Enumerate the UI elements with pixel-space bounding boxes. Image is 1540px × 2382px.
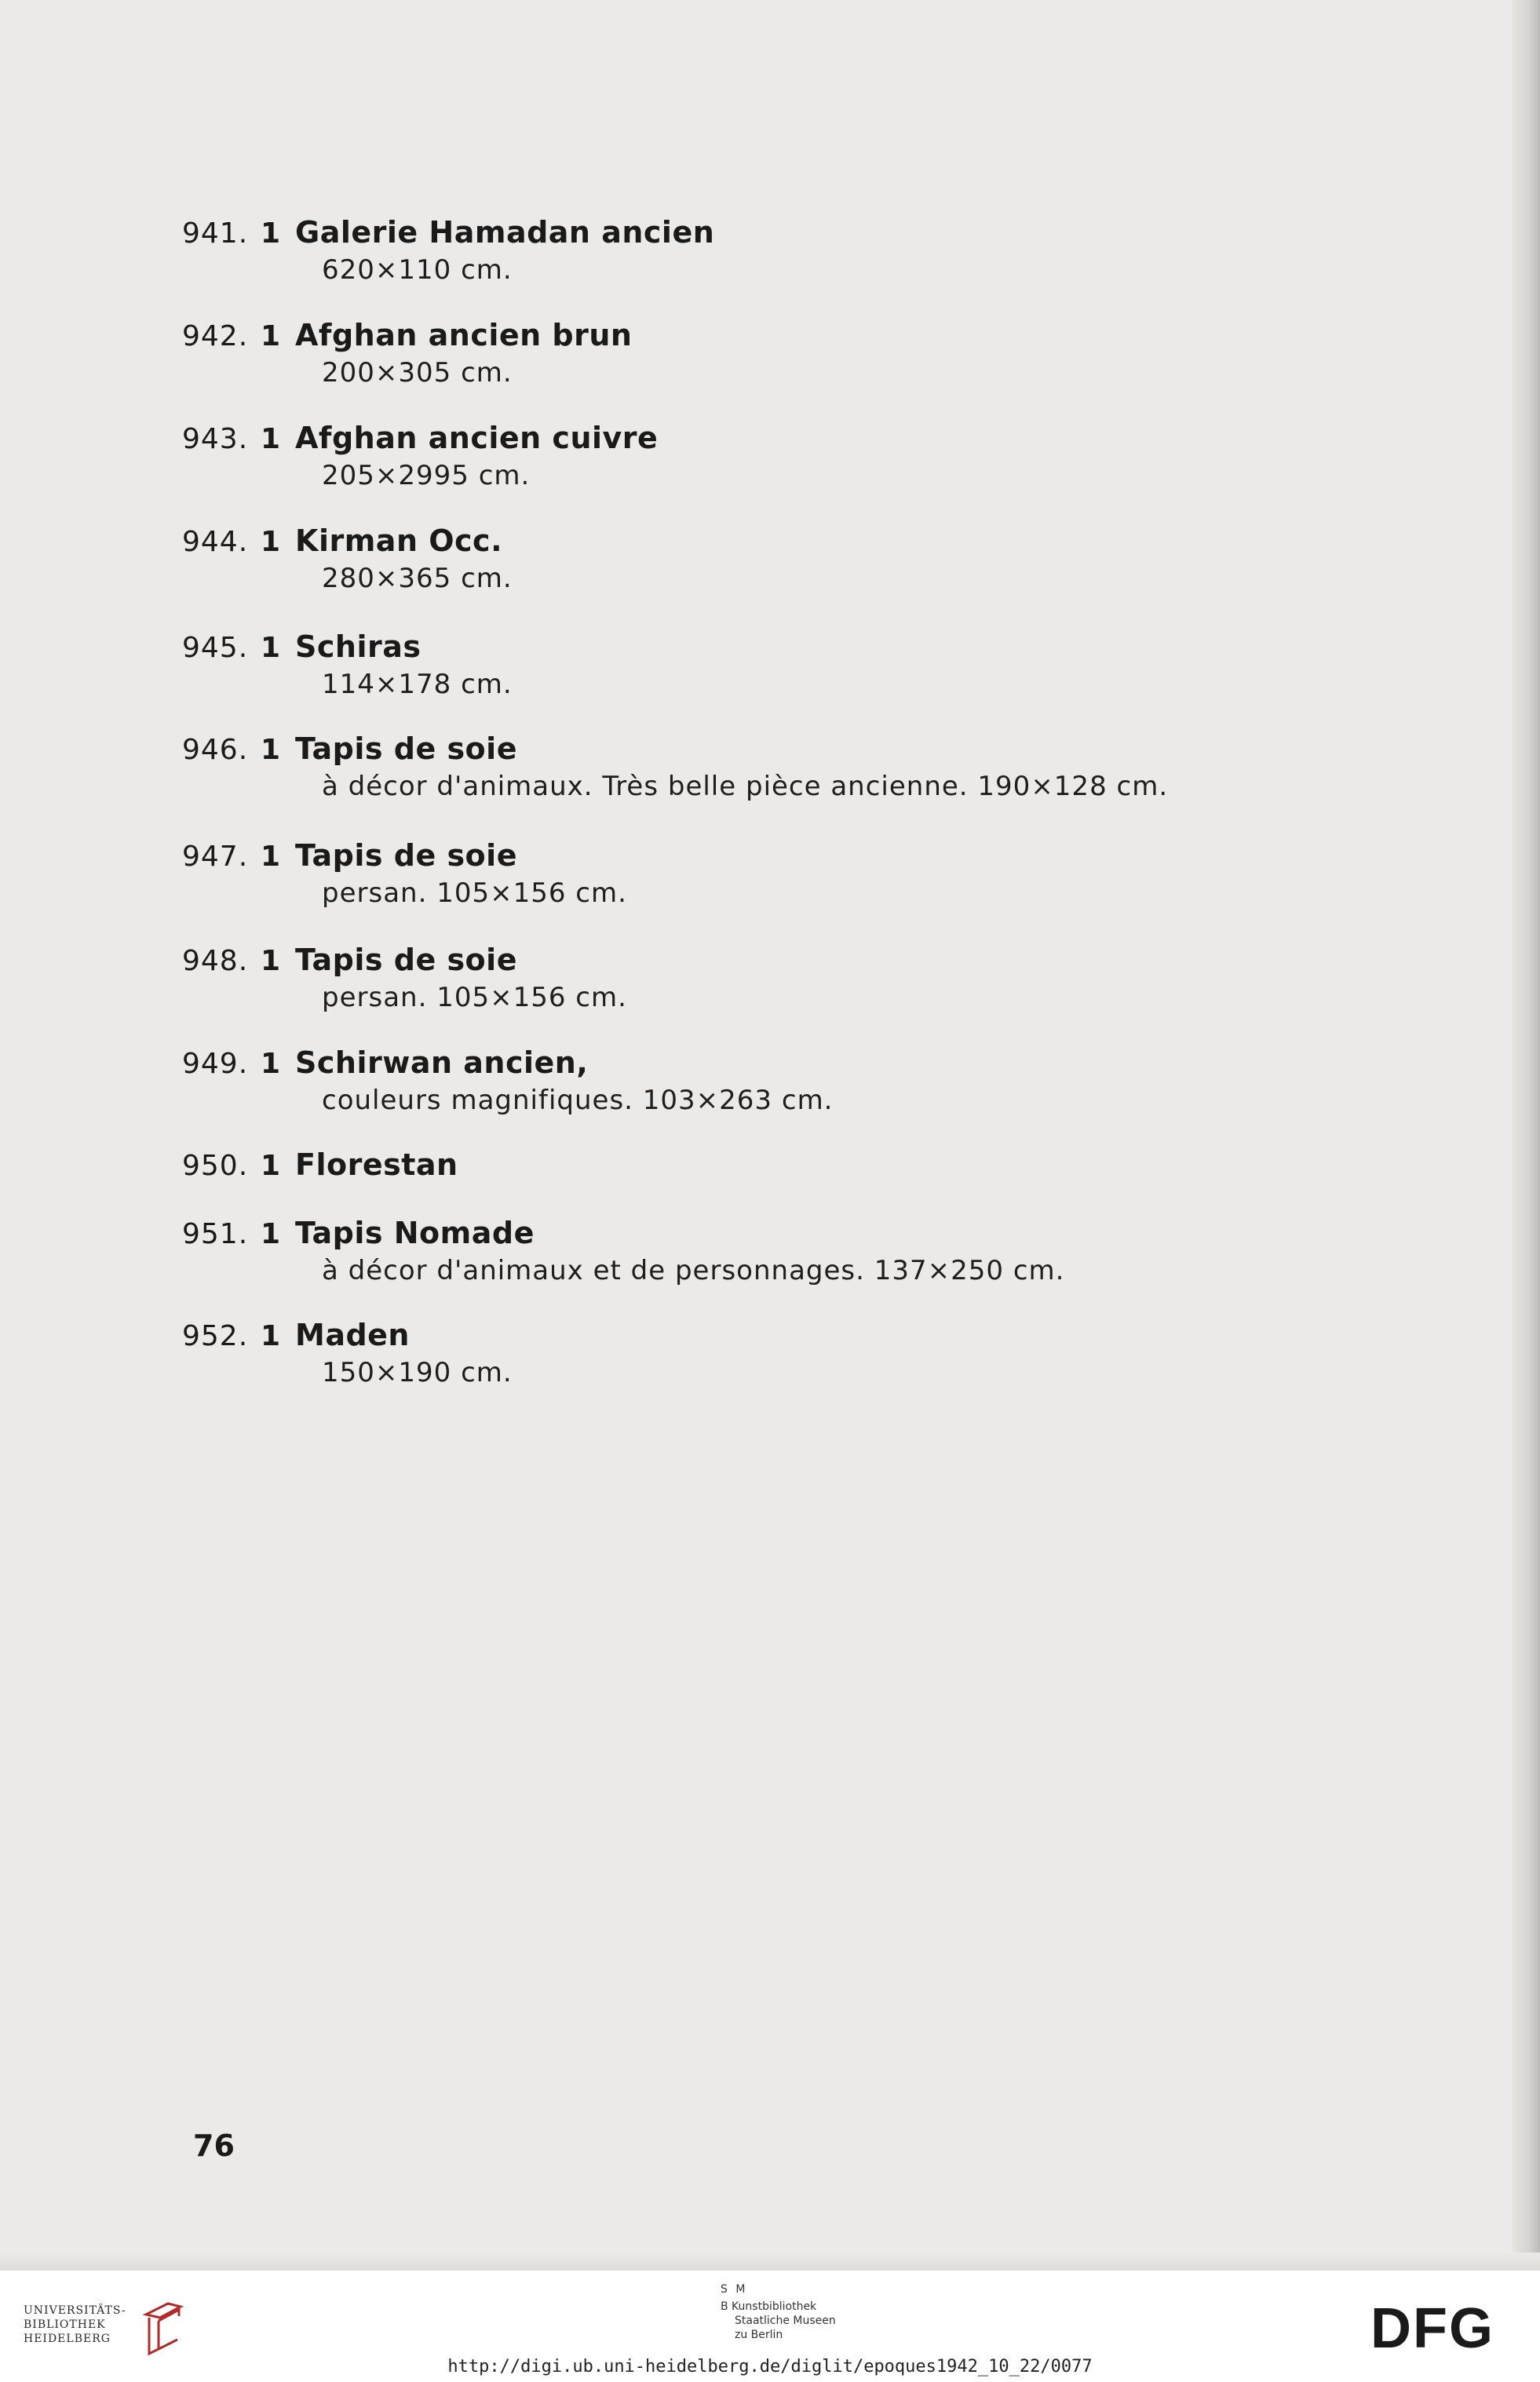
- lot-quantity: 1: [261, 423, 281, 455]
- smb-line: B Kunstbibliothek: [721, 2300, 817, 2313]
- catalogue-entry: [182, 730, 1399, 816]
- library-name: UNIVERSITÄTS- BIBLIOTHEK HEIDELBERG: [24, 2304, 126, 2345]
- lot-detail: 620×110 cm.: [322, 254, 513, 286]
- lot-title: Florestan: [295, 1147, 458, 1182]
- digitization-footer: [0, 2271, 1540, 2382]
- lot-quantity: 1: [261, 632, 281, 664]
- lot-detail: 114×178 cm.: [322, 669, 513, 700]
- smb-mark: S M: [721, 2283, 748, 2296]
- lot-detail: 150×190 cm.: [322, 1357, 513, 1388]
- lot-title: Kirman Occ.: [295, 523, 503, 558]
- lot-number: 944.: [182, 526, 249, 558]
- lot-number: 949.: [182, 1048, 249, 1080]
- lot-title: Galerie Hamadan ancien: [295, 215, 715, 250]
- lot-number: 951.: [182, 1218, 249, 1250]
- lot-number: 945.: [182, 632, 249, 664]
- catalogue-entry: [182, 1214, 1399, 1300]
- heidelberg-library-logo[interactable]: [24, 2304, 196, 2351]
- permalink-url[interactable]: http://digi.ub.uni-heidelberg.de/diglit/epoques1942_10_22/0077: [447, 2357, 1093, 2377]
- lot-number: 943.: [182, 423, 249, 455]
- lot-number: 952.: [182, 1320, 249, 1352]
- lot-title: Schiras: [295, 629, 421, 664]
- lot-title: Tapis Nomade: [295, 1216, 535, 1250]
- lot-detail: persan. 105×156 cm.: [322, 877, 627, 909]
- lot-quantity: 1: [261, 217, 281, 250]
- lot-quantity: 1: [261, 320, 281, 352]
- smb-line: Staatliche Museen: [735, 2315, 836, 2327]
- lot-detail: couleurs magnifiques. 103×263 cm.: [322, 1085, 834, 1116]
- lot-title: Afghan ancien brun: [295, 318, 633, 352]
- lot-number: 946.: [182, 734, 249, 766]
- dfg-logo[interactable]: [1370, 2302, 1520, 2352]
- lot-quantity: 1: [261, 1218, 281, 1250]
- catalogue-entry: [182, 1316, 1399, 1403]
- lot-detail: à décor d'animaux. Très belle pièce ancienne. 190×128 cm.: [322, 771, 1169, 802]
- lot-title: Tapis de soie: [295, 731, 517, 766]
- catalogue-entry: [182, 419, 1399, 505]
- lot-detail: 205×2995 cm.: [322, 460, 531, 491]
- lot-quantity: 1: [261, 734, 281, 766]
- catalogue-entry: [182, 213, 1399, 300]
- lot-number: 948.: [182, 945, 249, 977]
- lot-quantity: 1: [261, 945, 281, 977]
- lot-quantity: 1: [261, 526, 281, 558]
- library-emblem-icon: [141, 2299, 188, 2360]
- catalogue-entry: [182, 941, 1399, 1027]
- catalogue-entry: [182, 522, 1399, 608]
- lot-quantity: 1: [261, 1320, 281, 1352]
- lot-number: 947.: [182, 841, 249, 873]
- catalogue-entry: [182, 1044, 1399, 1130]
- dfg-logo-text: DFG: [1370, 2302, 1494, 2352]
- catalogue-entry: [182, 316, 1399, 403]
- lot-detail: persan. 105×156 cm.: [322, 982, 627, 1013]
- lot-quantity: 1: [261, 841, 281, 873]
- lot-quantity: 1: [261, 1048, 281, 1080]
- catalogue-entry: [182, 628, 1399, 714]
- catalogue-entry: [182, 837, 1399, 923]
- lot-title: Tapis de soie: [295, 838, 517, 873]
- lot-title: Tapis de soie: [295, 943, 517, 977]
- lot-number: 950.: [182, 1150, 249, 1182]
- lot-number: 941.: [182, 217, 249, 250]
- lot-title: Maden: [295, 1318, 410, 1352]
- lot-quantity: 1: [261, 1150, 281, 1182]
- lot-detail: 280×365 cm.: [322, 563, 513, 594]
- lot-title: Afghan ancien cuivre: [295, 421, 659, 455]
- lot-detail: à décor d'animaux et de personnages. 137×250 cm.: [322, 1255, 1065, 1286]
- lot-title: Schirwan ancien,: [295, 1045, 589, 1080]
- smb-kunstbibliothek-logo[interactable]: [721, 2283, 925, 2346]
- smb-line: zu Berlin: [735, 2329, 783, 2341]
- lot-detail: 200×305 cm.: [322, 357, 513, 388]
- lot-number: 942.: [182, 320, 249, 352]
- page-number: 76: [193, 2128, 235, 2163]
